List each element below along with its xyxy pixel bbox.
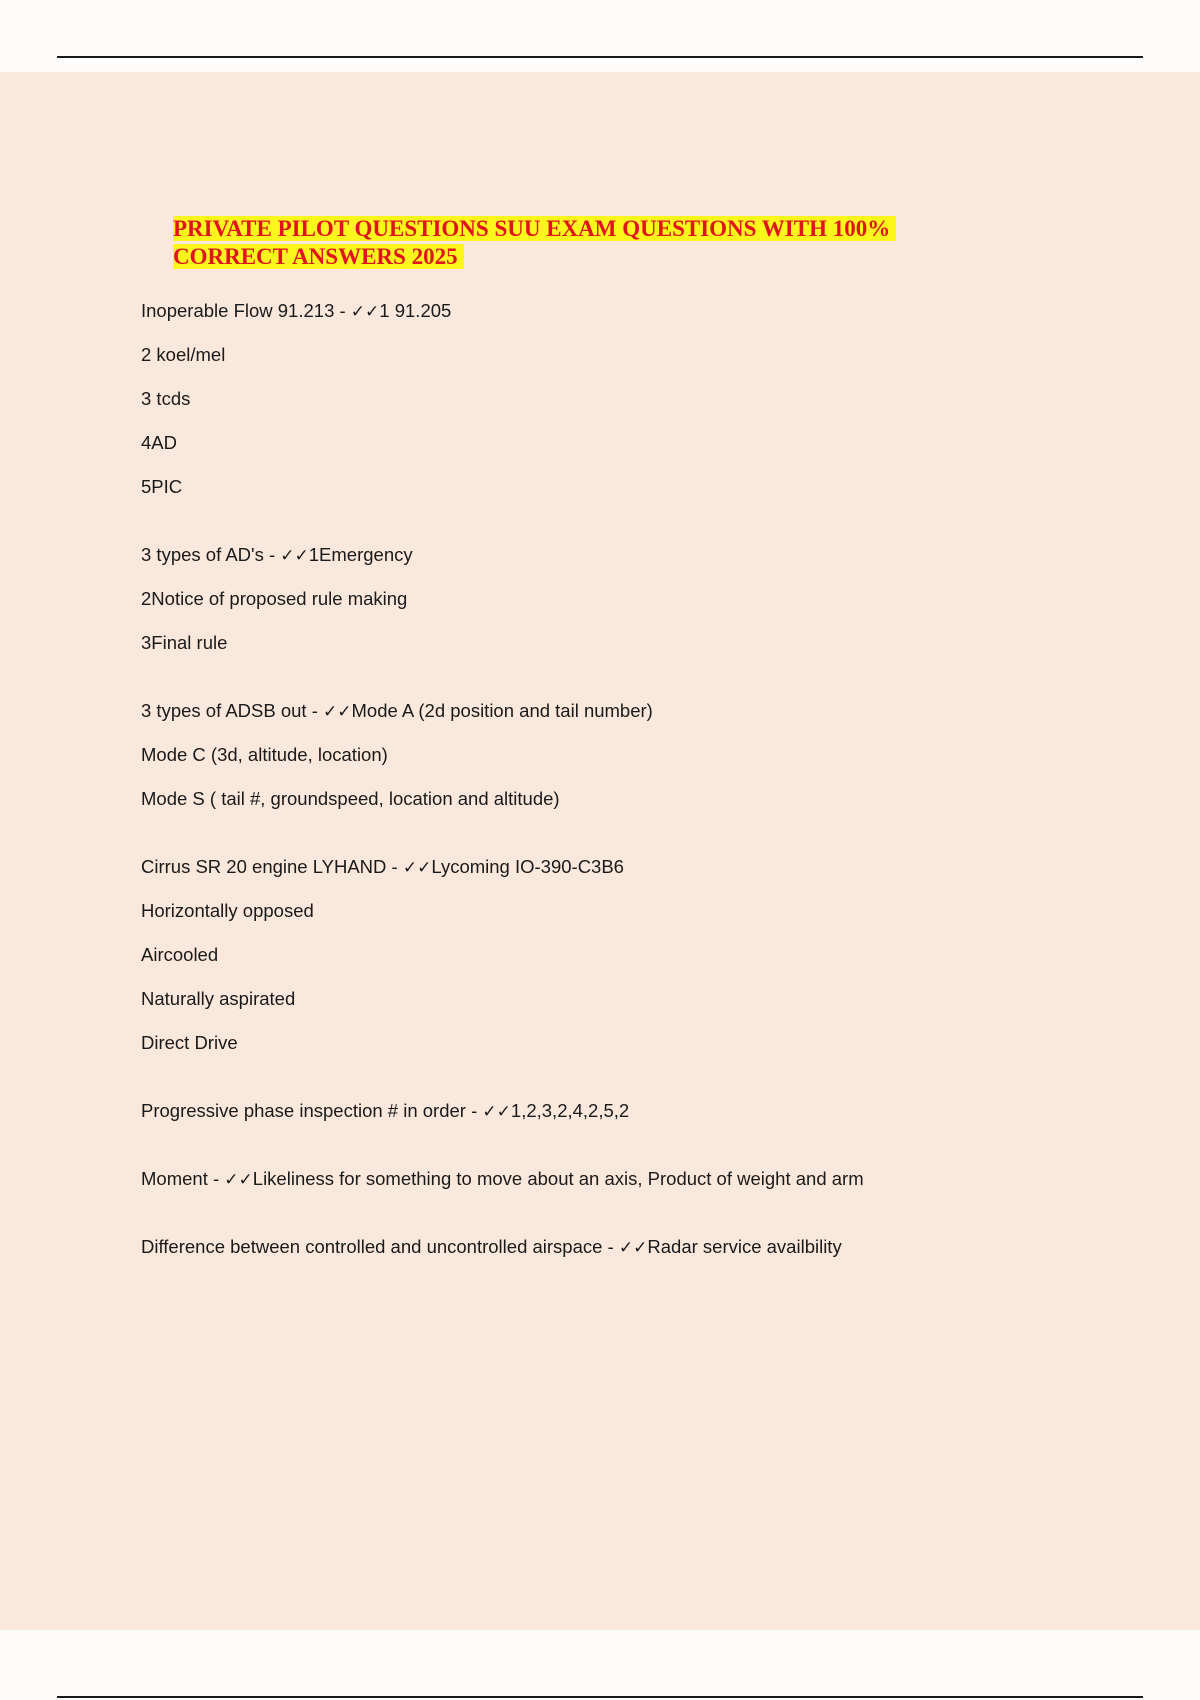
qa-item [141,1168,1141,1190]
double-check-icon: ✓✓ [618,1238,648,1258]
qa-item [141,856,1141,1054]
question-text: 3 types of ADSB out - [141,700,324,721]
double-check-icon: ✓✓ [224,1170,253,1190]
answer-line: 2Notice of proposed rule making [141,588,408,609]
answer-line: Mode S ( tail #, groundspeed, location and altitude) [141,788,560,809]
question-text: Difference between controlled and uncontrolled airspace - [141,1236,619,1257]
bottom-rule [57,1696,1143,1698]
qa-item [141,700,1141,810]
document-page [0,72,1200,1630]
answer-line: 5PIC [141,476,183,497]
answer-text: 1Emergency [308,544,413,565]
qa-item [141,1100,1141,1122]
qa-list [141,300,1141,1258]
qa-item [141,300,1141,498]
answer-line: 4AD [141,432,177,453]
answer-line: Aircooled [141,944,219,965]
answer-text: 1 91.205 [379,300,452,321]
question-text: Progressive phase inspection # in order - [141,1100,483,1121]
title-line-2: CORRECT ANSWERS 2025 [173,244,464,269]
answer-text: Mode A (2d position and tail number) [351,700,653,721]
qa-question-line [141,1168,1141,1190]
double-check-icon: ✓✓ [323,702,352,722]
answer-line: 3 tcds [141,388,191,409]
document-title [173,215,933,271]
top-rule [57,56,1143,58]
answer-line: 2 koel/mel [141,344,226,365]
double-check-icon: ✓✓ [350,302,380,322]
answer-text: Radar service availbility [647,1236,842,1257]
answer-text: 1,2,3,2,4,2,5,2 [510,1100,630,1121]
question-text: 3 types of AD's - [141,544,281,565]
qa-question-line [141,300,1141,322]
answer-line: Mode C (3d, altitude, location) [141,744,388,765]
qa-item [141,544,1141,654]
answer-line: Direct Drive [141,1032,238,1053]
answer-line: 3Final rule [141,632,228,653]
double-check-icon: ✓✓ [280,546,309,566]
double-check-icon: ✓✓ [402,858,432,878]
qa-question-line [141,1236,1141,1258]
qa-question-line [141,1100,1141,1122]
question-text: Inoperable Flow 91.213 - [141,300,351,321]
qa-question-line [141,856,1141,878]
title-line-1: PRIVATE PILOT QUESTIONS SUU EXAM QUESTIONS WITH 100% [173,216,896,241]
answer-line: Naturally aspirated [141,988,296,1009]
question-text: Cirrus SR 20 engine LYHAND - [141,856,403,877]
answer-text: Lycoming IO-390-C3B6 [431,856,624,877]
qa-question-line [141,544,1141,566]
qa-item [141,1236,1141,1258]
question-text: Moment - [141,1168,225,1189]
answer-text: Likeliness for something to move about an axis, Product of weight and arm [252,1168,864,1189]
double-check-icon: ✓✓ [482,1102,511,1122]
answer-line: Horizontally opposed [141,900,314,921]
qa-question-line [141,700,1141,722]
